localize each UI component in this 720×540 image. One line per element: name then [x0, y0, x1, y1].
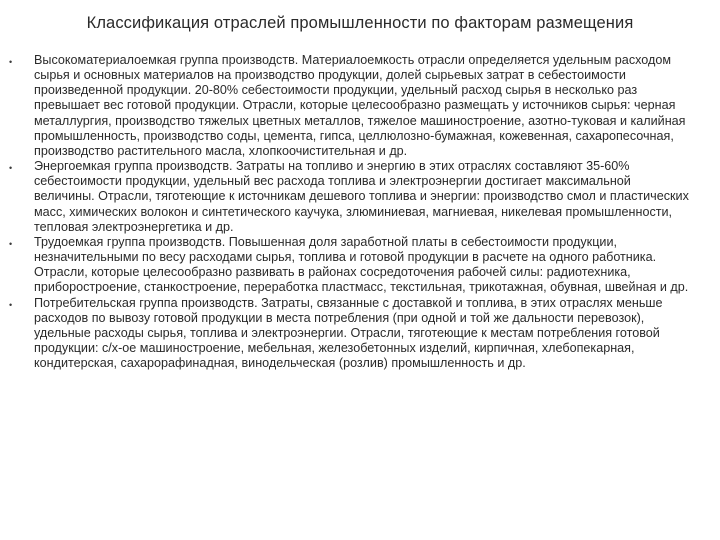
bullet-text: Трудоемкая группа производств. Повышенная доля заработной платы в себестоимости продукции, незначительными по весу расходами сырья, топлива и готовой продукции в расчете на одного работника. Отрасли, которые целесообразно развивать в районах сосредоточения рабочей силы: радиотехника, приборостроение, станкостроение, переработка пластмасс, текстильная, трикотажная, обувная, швейная и др.: [34, 234, 689, 295]
bullet-dot-icon: •: [9, 299, 13, 310]
bullet-text: Высокоматериалоемкая группа производств. Материалоемкость отрасли определяется удельным расходом сырья и основных материалов на производство продукции, долей сырьевых затрат в себестоимости произведенной продукции. 20-80% себестоимости продукции, удельный расход сырья в несколько раз превышает вес готовой продукции. Отрасли, которые целесообразно размещать у источников сырья: черная металлургия, производство тяжелых цветных металлов, тяжелое машиностроение, азотно-туковая и калийная промышленность, производство соды, цемента, гипса, целлюлозно-бумажная, кожевенная, сахаропесочная, производство растительного масла, хлопкоочистительная и др.: [34, 53, 686, 158]
bullet-list: [0, 53, 720, 371]
slide-title: Классификация отраслей промышленности по факторам размещения: [86, 14, 634, 32]
bullet-text: Энергоемкая группа производств. Затраты на топливо и энергию в этих отраслях составляют 35-60% себестоимости продукции, удельный вес расхода топлива и электроэнергии достигает максимальной величины. Отрасли, тяготеющие к источникам дешевого топлива и энергии: производство смол и пластических масс, химических волокон и синтетического каучука, злюминиевая, магниевая, никелевая промышленности, тепловая электроэнергетика и др.: [34, 159, 689, 234]
bullet-dot-icon: •: [9, 238, 13, 249]
bullet-dot-icon: •: [9, 163, 13, 174]
bullet-item-materials: [0, 53, 692, 159]
bullet-text: Потребительская группа производств. Затраты, связанные с доставкой и топлива, в этих отраслях меньше расходов по вывозу готовой продукции в места потребления (при одной и той же дальности перевозок), удельные расходы сырья, топлива и электроэнергии. Отрасли, тяготеющие к местам потребления готовой продукции: с/х-ое машиностроение, мебельная, железобетонных изделий, кирпичная, хлебопекарная, кондитерская, сахарорафинадная, винодельческая (розлив) промышленность и др.: [34, 295, 663, 371]
bullet-item-energy: [0, 159, 692, 235]
bullet-dot-icon: •: [9, 57, 13, 67]
bullet-item-consumer: [0, 296, 692, 372]
bullet-item-labor: [0, 235, 692, 296]
